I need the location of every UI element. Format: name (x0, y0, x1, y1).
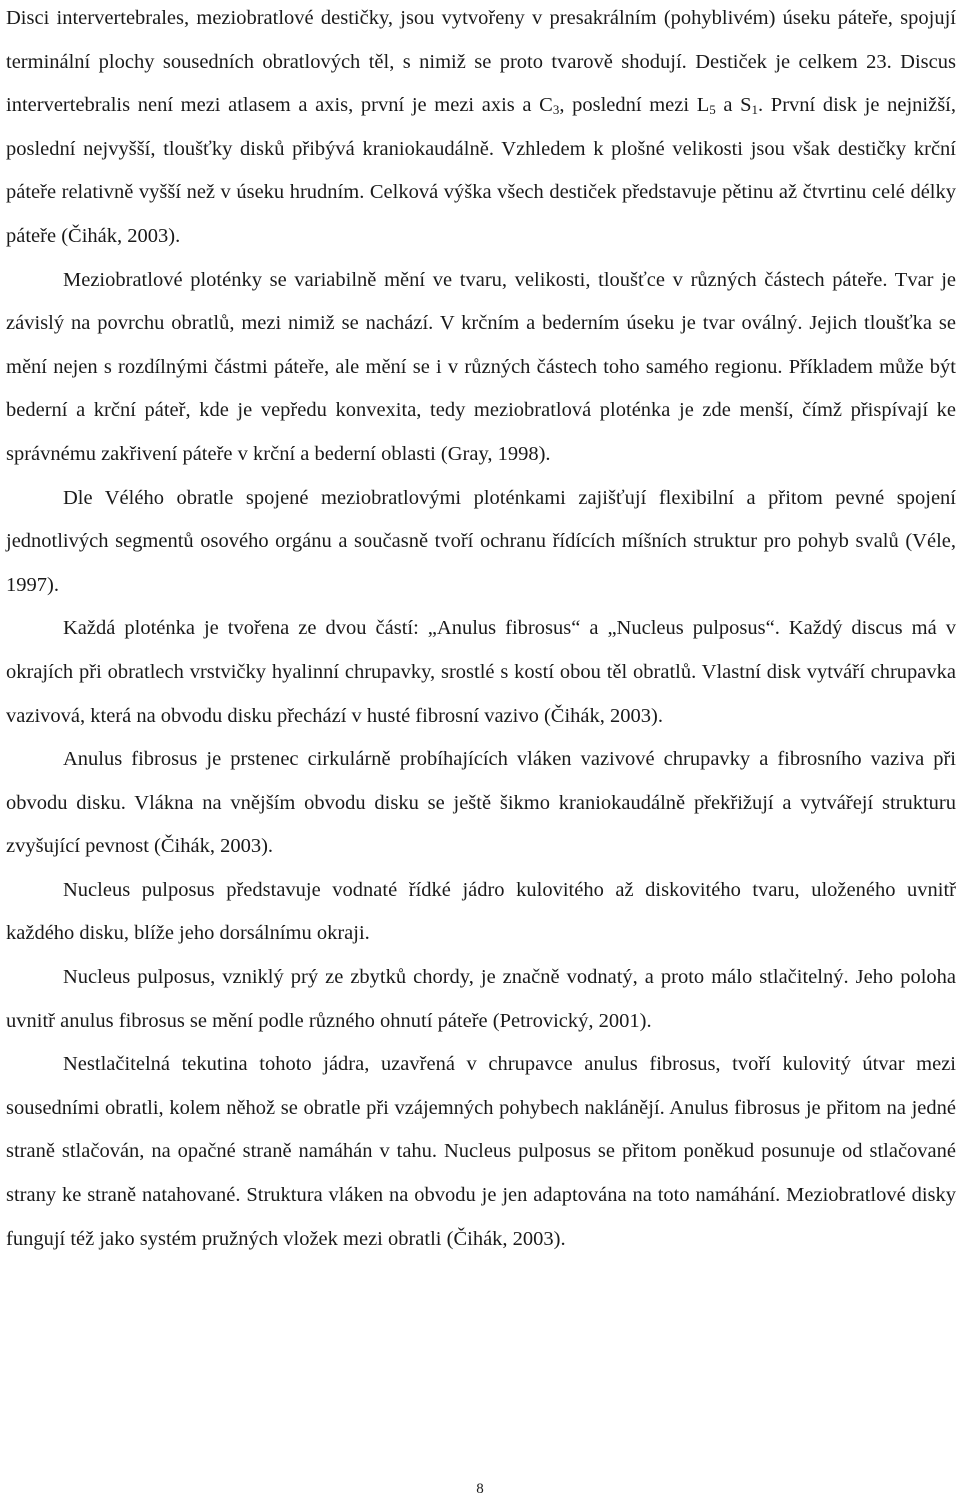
document-page (6, 0, 956, 1261)
paragraph-vele: Dle Vélého obratle spojené meziobratlovými ploténkami zajišťují flexibilní a přitom pevné spojení jednotlivých segmentů osového orgánu a současně tvoří ochranu řídících míšních struktur pro pohyb svalů (Véle, 1997). (6, 486, 956, 596)
paragraph-anulus-fibrosus: Anulus fibrosus je prstenec cirkulárně probíhajících vláken vazivové chrupavky a fibrosního vaziva při obvodu disku. Vlákna na vnějším obvodu disku se ještě šikmo kraniokaudálně překřižují a vytvářejí strukturu zvyšující pevnost (Čihák, 2003). (6, 748, 956, 858)
paragraph-disci: Disci intervertebrales, meziobratlové destičky, jsou vytvořeny v presakrálním (pohyblivém) úseku páteře, spojují terminální plochy sousedních obratlových těl, s nimiž se proto tvarově shodují. Destiček je celkem 23. Discus intervertebralis není mezi atlasem a axis, první je mezi axis a $C_3$, poslední mezi $L_5$ a $S_1$. První disk je nejnižší, poslední nejvyšší, tloušťky disků přibývá kraniokaudálně. Vzhledem k plošné velikosti jsou však destičky krční páteře relativně vyšší než v úseku hrudním. Celková výška všech destiček představuje pětinu až čtvrtinu celé délky páteře (Čihák, 2003). (6, 7, 957, 247)
paragraph-kazda-plotenka: Každá ploténka je tvořena ze dvou částí: „Anulus fibrosus“ a „Nucleus pulposus“. Každý discus má v okrajích při obratlech vrstvičky hyalinní chrupavky, srostlé s kostí obou těl obratlů. Vlastní disk vytváří chrupavka vazivová, která na obvodu disku přechází v husté fibrosní vazivo (Čihák, 2003). (6, 617, 956, 727)
paragraph-nucleus-pulposus-1: Nucleus pulposus představuje vodnaté řídké jádro kulovitého až diskovitého tvaru, uloženého uvnitř každého disku, blíže jeho dorsálnímu okraji. (6, 878, 956, 945)
page-number: 8 (476, 1481, 484, 1497)
paragraph-nucleus-pulposus-2: Nucleus pulposus, vzniklý prý ze zbytků chordy, je značně vodnatý, a proto málo stlačitelný. Jeho poloha uvnitř anulus fibrosus se mění podle různého ohnutí páteře (Petrovický, 2001). (6, 966, 956, 1032)
paragraph-meziobratlove-plotenky: Meziobratlové ploténky se variabilně mění ve tvaru, velikosti, tloušťce v různých částech páteře. Tvar je závislý na povrchu obratlů, mezi nimiž se nachází. V krčním a bederním úseku je tvar oválný. Jejich tloušťka se mění nejen s rozdílnými částmi páteře, ale mění se i v různých částech toho samého regionu. Příkladem může být bederní a krční páteř, kde je vepředu konvexita, tedy meziobratlová ploténka je zde menší, čímž přispívají ke správnému zakřivení páteře v krční a bederní oblasti (Gray, 1998). (6, 268, 956, 465)
paragraph-nestlacitelna-tekutina: Nestlačitelná tekutina tohoto jádra, uzavřená v chrupavce anulus fibrosus, tvoří kulovitý útvar mezi sousedními obratli, kolem něhož se obratle při vzájemných pohybech naklánějí. Anulus fibrosus je přitom na jedné straně stlačován, na opačné straně namáhán v tahu. Nucleus pulposus se přitom poněkud posunuje od stlačované strany ke straně natahované. Struktura vláken na obvodu je jen adaptována na toto namáhání. Meziobratlové disky fungují též jako systém pružných vložek mezi obratli (Čihák, 2003). (6, 1053, 956, 1250)
